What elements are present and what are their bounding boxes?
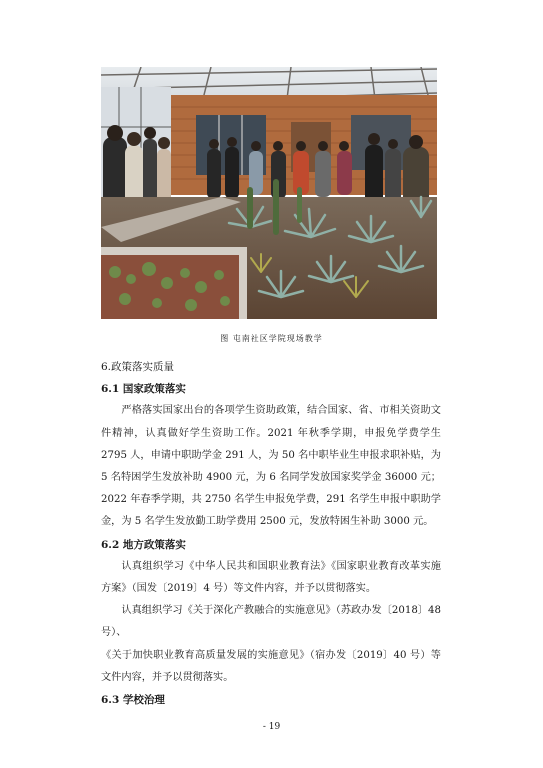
- document-body: [101, 356, 441, 711]
- section-6-2-paragraph-1: 认真组织学习《中华人民共和国职业教育法》《国家职业教育改革实施方案》（国发〔2019〕4 号）等文件内容，并予以贯彻落实。: [101, 560, 441, 595]
- section-6-2-heading: 6.2 地方政策落实: [101, 538, 186, 551]
- section-6-3-heading: 6.3 学校治理: [101, 694, 165, 707]
- section-6-2-paragraph-2a: 认真组织学习《关于深化产教融合的实施意见》（苏政办发〔2018〕48 号）、: [101, 605, 441, 639]
- section-6-1-paragraph: 严格落实国家出台的各项学生资助政策，结合国家、省、市相关资助文件精神，认真做好学生资助工作。2021 年秋季学期，申报免学费学生 2795 人，申请中职助学金 291 人，为 50 名中职毕业生申报求职补贴，为 5 名特困学生发放补助 4900 元，为 6 名同学发放国家奖学金 36000 元；2022 年春季学期，共 2750 名学生申报免学费，291 名学生申报中职助学金，为 5 名学生发放勤工助学费用 2500 元，发放特困生补助 3000 元。: [101, 405, 441, 528]
- section-6-2-paragraph-2b: 《关于加快职业教育高质量发展的实施意见》（宿办发〔2019〕40 号）等文件内容，并予以贯彻落实。: [101, 649, 441, 683]
- section-6-heading: 6.政策落实质量: [101, 361, 175, 373]
- page-number: - 19: [262, 722, 281, 732]
- photo-caption: 图 屯南社区学院现场教学: [220, 334, 323, 343]
- photo-illustration: [101, 67, 437, 319]
- field-teaching-photo: [101, 67, 437, 319]
- section-6-1-heading: 6.1 国家政策落实: [101, 383, 186, 396]
